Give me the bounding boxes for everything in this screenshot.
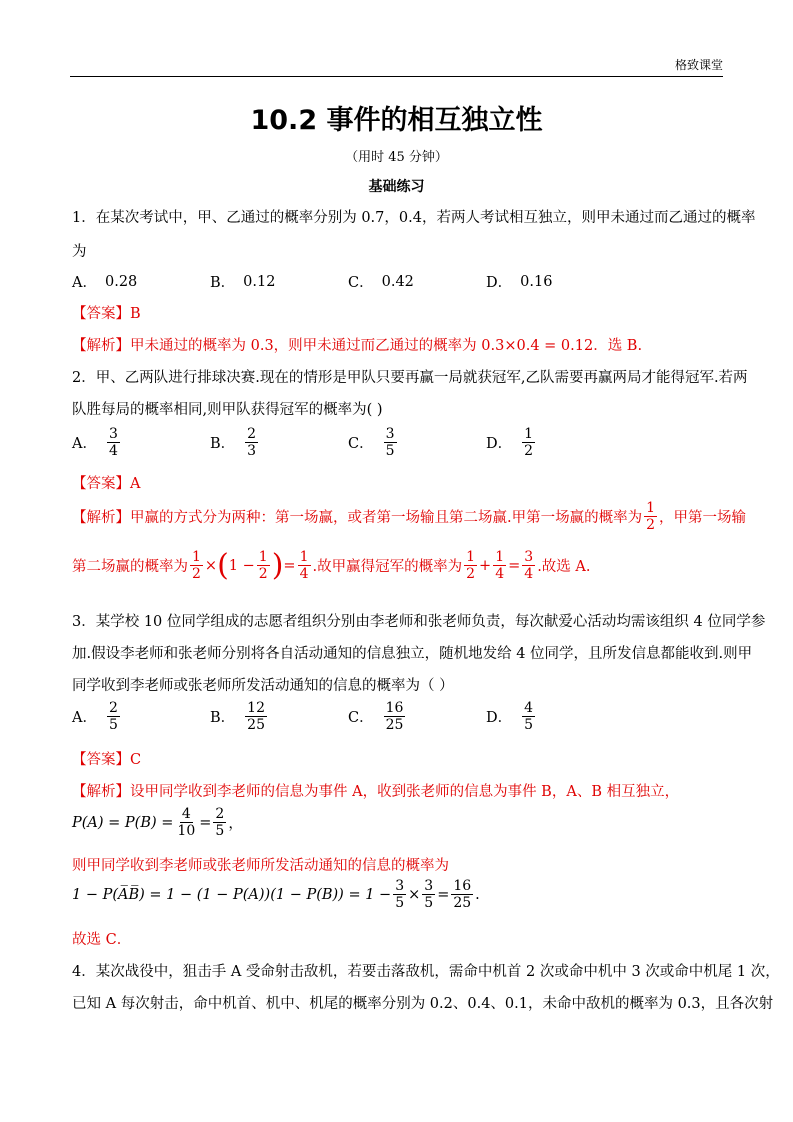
- q3-option-b: [210, 700, 269, 733]
- q2-option-d: [486, 426, 537, 459]
- q3-equation1: [72, 806, 243, 839]
- option-label: B．: [210, 275, 236, 291]
- q1-option-d: [486, 271, 552, 292]
- q3-equation2: [72, 878, 480, 911]
- q1-stem-line1: 1．在某次考试中，甲、乙通过的概率分别为 0.7，0.4，若两人考试相互独立，则甲未通过而乙通过的概率: [72, 210, 756, 226]
- option-fraction: $\frac{2}{3}$: [247, 426, 257, 460]
- eq2-fraction3: $\frac{16}{25}$: [453, 878, 472, 912]
- q3-option-c: [348, 700, 407, 733]
- analysis-text: .故选 A.: [537, 559, 591, 575]
- equals-sign: =: [508, 557, 521, 574]
- q3-analysis-line1: [72, 780, 679, 801]
- plus-sign: +: [479, 557, 492, 574]
- times-sign: ×: [204, 557, 218, 574]
- analysis-text: 设甲同学收到李老师的信息为事件 A，收到张老师的信息为事件 B，A、B 相互独立，: [130, 784, 680, 800]
- answer-value: B: [130, 306, 141, 322]
- header-rule: [70, 76, 723, 77]
- q3-stem-line2: 加.假设李老师和张老师分别将各自活动通知的信息独立，随机地发给 4 位同学，且所发信息都能收到.则甲: [72, 646, 753, 662]
- q3-option-a: [72, 700, 122, 733]
- q1-answer: [72, 302, 141, 323]
- q2-option-a: [72, 426, 122, 459]
- q4-stem-line2: 已知 A 每次射击，命中机首、机中、机尾的概率分别为 0.2、0.4、0.1，未命中敌机的概率为 0.3，且各次射: [72, 996, 774, 1012]
- eq2-end: .: [475, 886, 480, 903]
- answer-tag: 【答案】: [72, 306, 130, 322]
- left-paren: (: [217, 548, 229, 583]
- option-label: D．: [486, 710, 513, 727]
- option-label: A．: [72, 275, 97, 291]
- option-fraction: $\frac{16}{25}$: [385, 700, 404, 734]
- option-fraction: $\frac{1}{2}$: [524, 426, 534, 460]
- fraction-half: $\frac{1}{2}$: [192, 548, 201, 582]
- q3-answer: [72, 748, 141, 769]
- q2-option-c: [348, 426, 399, 459]
- eq2-left: 1 − P(A̅B̅) = 1 − (1 − P(A))(1 − P(B)) = 1 −: [72, 886, 392, 903]
- q1-option-a: [72, 271, 137, 292]
- option-fraction: $\frac{12}{25}$: [247, 700, 265, 734]
- q2-analysis-line2: [72, 548, 591, 583]
- option-text: 0.28: [104, 273, 138, 290]
- analysis-text: .故甲赢得冠军的概率为: [312, 559, 463, 575]
- q1-stem-line2: 为: [72, 244, 87, 260]
- eq2-fraction1: $\frac{3}{5}$: [395, 878, 405, 912]
- q2-analysis-line1: [72, 500, 746, 533]
- eq1-end: ，: [228, 816, 243, 833]
- one-minus: 1 −: [228, 557, 255, 574]
- fraction-quarter: $\frac{1}{4}$: [495, 548, 505, 582]
- q2-stem-line2: 队胜每局的概率相同,则甲队获得冠军的概率为( ): [72, 402, 383, 418]
- answer-value: C: [130, 752, 142, 768]
- q3-conclusion: 故选 C．: [72, 932, 132, 948]
- option-label: D．: [486, 436, 513, 453]
- equals-sign: =: [283, 557, 296, 574]
- fraction-half: $\frac{1}{2}$: [646, 500, 656, 534]
- header-brand: 格致课堂: [674, 58, 723, 72]
- q2-answer: [72, 472, 140, 493]
- analysis-tag: 【解析】: [72, 510, 130, 527]
- q3-stem-line3: 同学收到李老师或张老师所发活动通知的信息的概率为（ ）: [72, 678, 454, 694]
- option-label: D．: [486, 275, 513, 291]
- q3-analysis-line3: 则甲同学收到李老师或张老师所发活动通知的信息的概率为: [72, 858, 449, 874]
- fraction-half: $\frac{1}{2}$: [466, 548, 476, 582]
- eq1-fraction1: $\frac{4}{10}$: [177, 806, 196, 840]
- option-label: C．: [348, 275, 374, 291]
- answer-tag: 【答案】: [72, 476, 130, 492]
- analysis-tag: 【解析】: [72, 784, 130, 800]
- answer-value: A: [130, 476, 141, 492]
- option-label: A．: [72, 436, 97, 453]
- option-text: 0.16: [520, 273, 553, 290]
- option-fraction: $\frac{3}{5}$: [385, 426, 395, 460]
- right-paren: ): [271, 548, 284, 583]
- q3-stem-line1: 3．某学校 10 位同学组成的志愿者组织分别由李老师和张老师负责，每次献爱心活动均需该组织 4 位同学参: [72, 614, 766, 630]
- analysis-text: 甲未通过的概率为 0.3，则甲未通过而乙通过的概率为 0.3×0.4 = 0.12．选 B.: [130, 338, 643, 354]
- equals-sign: =: [199, 814, 212, 831]
- time-subtitle: （用时 45 分钟）: [345, 150, 448, 165]
- analysis-tag: 【解析】: [72, 338, 130, 354]
- eq1-left: P(A) = P(B) =: [72, 814, 174, 831]
- option-label: C．: [348, 436, 374, 453]
- q2-stem-line1: 2．甲、乙两队进行排球决赛.现在的情形是甲队只要再赢一局就获冠军,乙队需要再赢两局才能得冠军.若两: [72, 370, 748, 386]
- option-text: 0.42: [381, 273, 414, 290]
- answer-tag: 【答案】: [72, 752, 130, 768]
- option-label: A．: [72, 710, 97, 727]
- option-fraction: $\frac{4}{5}$: [524, 700, 534, 734]
- q1-option-b: [210, 271, 275, 292]
- eq2-fraction2: $\frac{3}{5}$: [424, 878, 434, 912]
- option-label: B．: [210, 710, 236, 727]
- q4-stem-line1: 4．某次战役中，狙击手 A 受命射击敌机，若要击落敌机，需命中机首 2 次或命中机中 3 次或命中机尾 1 次，: [72, 964, 780, 980]
- page-title: 10.2 事件的相互独立性: [250, 105, 543, 136]
- equals-sign: =: [437, 886, 450, 903]
- times-sign: ×: [408, 886, 421, 903]
- option-label: C．: [348, 710, 374, 727]
- fraction-quarter: $\frac{1}{4}$: [299, 548, 309, 582]
- fraction-result: $\frac{3}{4}$: [524, 548, 534, 582]
- q3-option-d: [486, 700, 537, 733]
- fraction-half: $\frac{1}{2}$: [258, 548, 268, 582]
- q1-analysis: [72, 334, 642, 355]
- analysis-text: 第二场赢的概率为: [72, 559, 188, 575]
- option-label: B．: [210, 436, 236, 453]
- q1-option-c: [348, 271, 414, 292]
- section-heading: 基础练习: [368, 179, 425, 195]
- option-text: 0.12: [243, 273, 276, 290]
- eq1-fraction2: $\frac{2}{5}$: [215, 806, 225, 840]
- analysis-text: ，甲第一场输: [659, 510, 747, 527]
- option-fraction: $\frac{3}{4}$: [108, 426, 118, 460]
- q2-option-b: [210, 426, 260, 459]
- analysis-text: 甲赢的方式分为两种：第一场赢，或者第一场输且第二场赢.甲第一场赢的概率为: [130, 510, 643, 527]
- option-fraction: $\frac{2}{5}$: [108, 700, 118, 734]
